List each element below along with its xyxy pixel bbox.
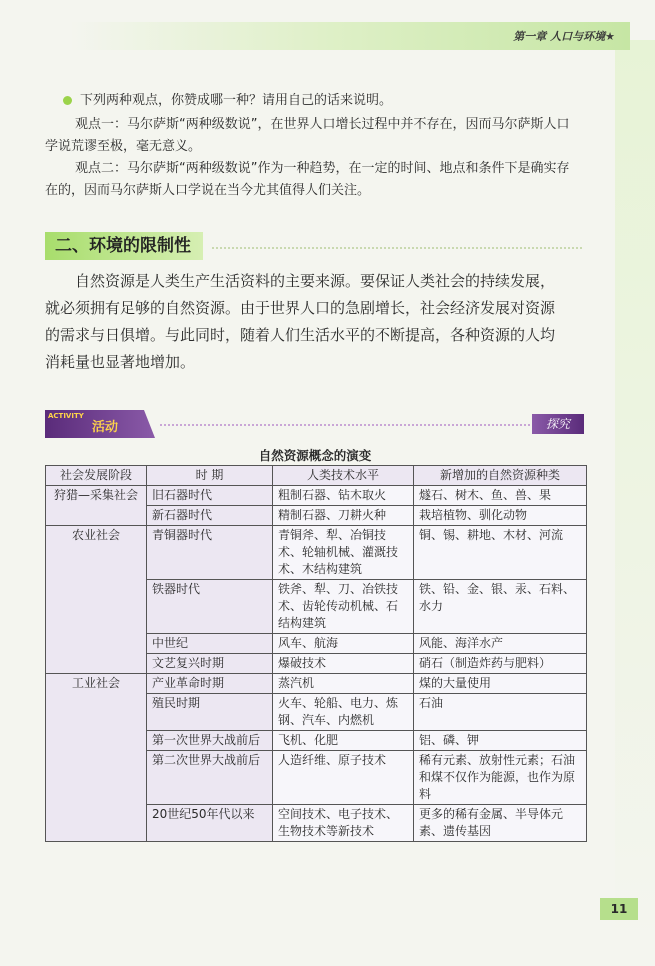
resource-cell: 燧石、树木、鱼、兽、果 — [414, 486, 587, 506]
tech-cell: 火车、轮船、电力、炼钢、汽车、内燃机 — [273, 694, 414, 731]
dotted-divider — [212, 247, 582, 249]
tech-cell: 爆破技术 — [273, 654, 414, 674]
period-cell: 殖民时期 — [147, 694, 273, 731]
stage-cell: 农业社会 — [46, 526, 147, 674]
period-cell: 文艺复兴时期 — [147, 654, 273, 674]
period-cell: 第二次世界大战前后 — [147, 751, 273, 805]
resource-cell: 石油 — [414, 694, 587, 731]
resource-cell: 铁、铅、金、银、汞、石料、水力 — [414, 580, 587, 634]
tech-cell: 青铜斧、犁、冶铜技术、轮轴机械、灌溉技术、木结构建筑 — [273, 526, 414, 580]
tech-cell: 风车、航海 — [273, 634, 414, 654]
activity-label-en: ACTIVITY — [48, 412, 84, 420]
chapter-header: 第一章 人口与环境★ — [513, 30, 615, 43]
period-cell: 旧石器时代 — [147, 486, 273, 506]
tech-cell: 空间技术、电子技术、生物技术等新技术 — [273, 805, 414, 842]
column-header: 时 期 — [147, 466, 273, 486]
period-cell: 新石器时代 — [147, 506, 273, 526]
resource-cell: 稀有元素、放射性元素；石油和煤不仅作为能源，也作为原料 — [414, 751, 587, 805]
resource-cell: 风能、海洋水产 — [414, 634, 587, 654]
period-cell: 中世纪 — [147, 634, 273, 654]
period-cell: 青铜器时代 — [147, 526, 273, 580]
table-title: 自然资源概念的演变 — [258, 448, 372, 463]
resource-cell: 硝石（制造炸药与肥料） — [414, 654, 587, 674]
tech-cell: 铁斧、犁、刀、冶铁技术、齿轮传动机械、石结构建筑 — [273, 580, 414, 634]
period-cell: 第一次世界大战前后 — [147, 731, 273, 751]
view-one: 观点一：马尔萨斯“两种级数说”，在世界人口增长过程中并不存在，因而马尔萨斯人口学说荒谬至极，毫无意义。 — [45, 117, 570, 154]
discussion-question — [45, 90, 575, 112]
view-two: 观点二：马尔萨斯“两种级数说”作为一种趋势，在一定的时间、地点和条件下是确实存在的，因而马尔萨斯人口学说在当今尤其值得人们关注。 — [45, 161, 570, 198]
resource-cell: 铜、锡、耕地、木材、河流 — [414, 526, 587, 580]
resource-cell: 栽培植物、驯化动物 — [414, 506, 587, 526]
resource-table — [45, 465, 587, 842]
section-title: 二、环境的限制性 — [45, 232, 203, 260]
question-text: 下列两种观点，你赞成哪一种？请用自己的话来说明。 — [80, 93, 393, 108]
bullet-icon — [63, 96, 72, 105]
tech-cell: 粗制石器、钻木取火 — [273, 486, 414, 506]
stage-cell: 狩猎—采集社会 — [46, 486, 147, 526]
tech-cell: 人造纤维、原子技术 — [273, 751, 414, 805]
resource-cell: 煤的大量使用 — [414, 674, 587, 694]
period-cell: 20世纪50年代以来 — [147, 805, 273, 842]
column-header: 人类技术水平 — [273, 466, 414, 486]
tech-cell: 飞机、化肥 — [273, 731, 414, 751]
activity-label: 活动 — [92, 420, 119, 435]
period-cell: 铁器时代 — [147, 580, 273, 634]
column-header: 社会发展阶段 — [46, 466, 147, 486]
period-cell: 产业革命时期 — [147, 674, 273, 694]
section-paragraph: 自然资源是人类生产生活资料的主要来源。要保证人类社会的持续发展，就必须拥有足够的自然资源。由于世界人口的急剧增长，社会经济发展对资源的需求与日俱增。与此同时，随着人们生活水平的不断提高，各种资源的人均消耗量也显著地增加。 — [45, 272, 556, 371]
resource-cell: 铝、磷、钾 — [414, 731, 587, 751]
stage-cell: 工业社会 — [46, 674, 147, 842]
table-row — [46, 486, 587, 506]
table-row — [46, 674, 587, 694]
dotted-divider — [160, 424, 530, 426]
side-decoration — [615, 40, 655, 940]
column-header: 新增加的自然资源种类 — [414, 466, 587, 486]
resource-cell: 更多的稀有金属、半导体元素、遗传基因 — [414, 805, 587, 842]
page-number: 11 — [600, 898, 638, 920]
table-row — [46, 526, 587, 580]
tech-cell: 精制石器、刀耕火种 — [273, 506, 414, 526]
table-header-row — [46, 466, 587, 486]
tech-cell: 蒸汽机 — [273, 674, 414, 694]
explore-tag: 探究 — [532, 414, 584, 434]
